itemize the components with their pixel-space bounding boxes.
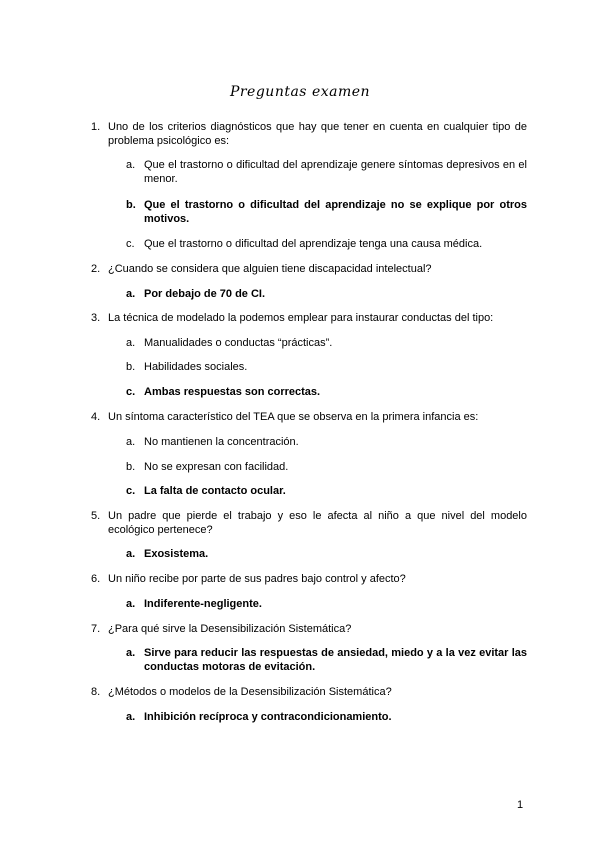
answer-text: Que el trastorno o dificultad del aprendizaje no se explique por otros motivos. [144, 199, 527, 225]
answer-option-correct [126, 287, 527, 301]
answer-option-correct [126, 385, 527, 399]
answer-text: Indiferente-negligente. [144, 598, 262, 610]
question-text: La técnica de modelado la podemos emplear para instaurar conductas del tipo: [108, 312, 494, 324]
answer-option [126, 158, 527, 186]
answer-option [126, 460, 527, 474]
answer-text: No mantienen la concentración. [144, 436, 299, 448]
question-7 [91, 622, 527, 636]
question-text: ¿Cuando se considera que alguien tiene discapacidad intelectual? [108, 263, 432, 275]
answer-text: No se expresan con facilidad. [144, 461, 289, 473]
answer-option-correct [126, 484, 527, 498]
question-number: 3. [91, 312, 101, 324]
question-text: ¿Para qué sirve la Desensibilización Sistemática? [108, 623, 352, 635]
answer-text: Inhibición recíproca y contracondicionamiento. [144, 711, 392, 723]
document-title: Preguntas examen [229, 84, 371, 100]
answer-option-correct [126, 646, 527, 674]
answer-letter: b. [126, 199, 136, 211]
answer-text: Manualidades o conductas “prácticas”. [144, 337, 333, 349]
question-text: Un síntoma característico del TEA que se observa en la primera infancia es: [108, 411, 479, 423]
answer-text: La falta de contacto ocular. [144, 485, 286, 497]
question-6 [91, 572, 527, 586]
question-4 [91, 410, 527, 424]
question-number: 2. [91, 263, 101, 275]
question-1 [91, 120, 527, 148]
question-number: 4. [91, 411, 101, 423]
answer-text: Que el trastorno o dificultad del aprendizaje tenga una causa médica. [144, 238, 483, 250]
question-text: Uno de los criterios diagnósticos que hay que tener en cuenta en cualquier tipo de problema psicológico es: [108, 121, 527, 147]
question-number: 8. [91, 686, 101, 698]
answer-letter: c. [126, 238, 135, 250]
question-number: 6. [91, 573, 101, 585]
answer-text: Por debajo de 70 de CI. [144, 288, 266, 300]
question-2 [91, 262, 527, 276]
question-3 [91, 311, 527, 325]
answer-option-correct [126, 597, 527, 611]
answer-letter: a. [126, 436, 136, 448]
question-text: ¿Métodos o modelos de la Desensibilización Sistemática? [108, 686, 392, 698]
answer-letter: a. [126, 598, 136, 610]
answer-letter: a. [126, 337, 136, 349]
answer-option [126, 237, 527, 251]
question-5 [91, 509, 527, 537]
answer-text: Ambas respuestas son correctas. [144, 386, 321, 398]
answer-letter: a. [126, 711, 136, 723]
answer-letter: a. [126, 159, 136, 171]
question-number: 5. [91, 510, 101, 522]
answer-letter: c. [126, 485, 136, 497]
question-number: 7. [91, 623, 101, 635]
answer-option [126, 360, 527, 374]
page-number: 1 [517, 799, 524, 811]
answer-letter: a. [126, 647, 136, 659]
answer-letter: a. [126, 548, 136, 560]
answer-option [126, 336, 527, 350]
answer-option-correct [126, 198, 527, 226]
answer-letter: b. [126, 361, 136, 373]
question-text: Un padre que pierde el trabajo y eso le afecta al niño a que nivel del modelo ecológico pertenece? [108, 510, 527, 536]
question-8 [91, 685, 527, 699]
answer-letter: c. [126, 386, 136, 398]
answer-letter: a. [126, 288, 136, 300]
answer-option-correct [126, 710, 527, 724]
answer-option-correct [126, 547, 527, 561]
answer-text: Sirve para reducir las respuestas de ansiedad, miedo y a la vez evitar las conductas motoras de evitación. [144, 647, 527, 673]
answer-text: Que el trastorno o dificultad del aprendizaje genere síntomas depresivos en el menor. [144, 159, 527, 185]
answer-text: Habilidades sociales. [144, 361, 248, 373]
answer-text: Exosistema. [144, 548, 209, 560]
answer-option [126, 435, 527, 449]
answer-letter: b. [126, 461, 136, 473]
question-text: Un niño recibe por parte de sus padres bajo control y afecto? [108, 573, 406, 585]
question-number: 1. [91, 121, 101, 133]
